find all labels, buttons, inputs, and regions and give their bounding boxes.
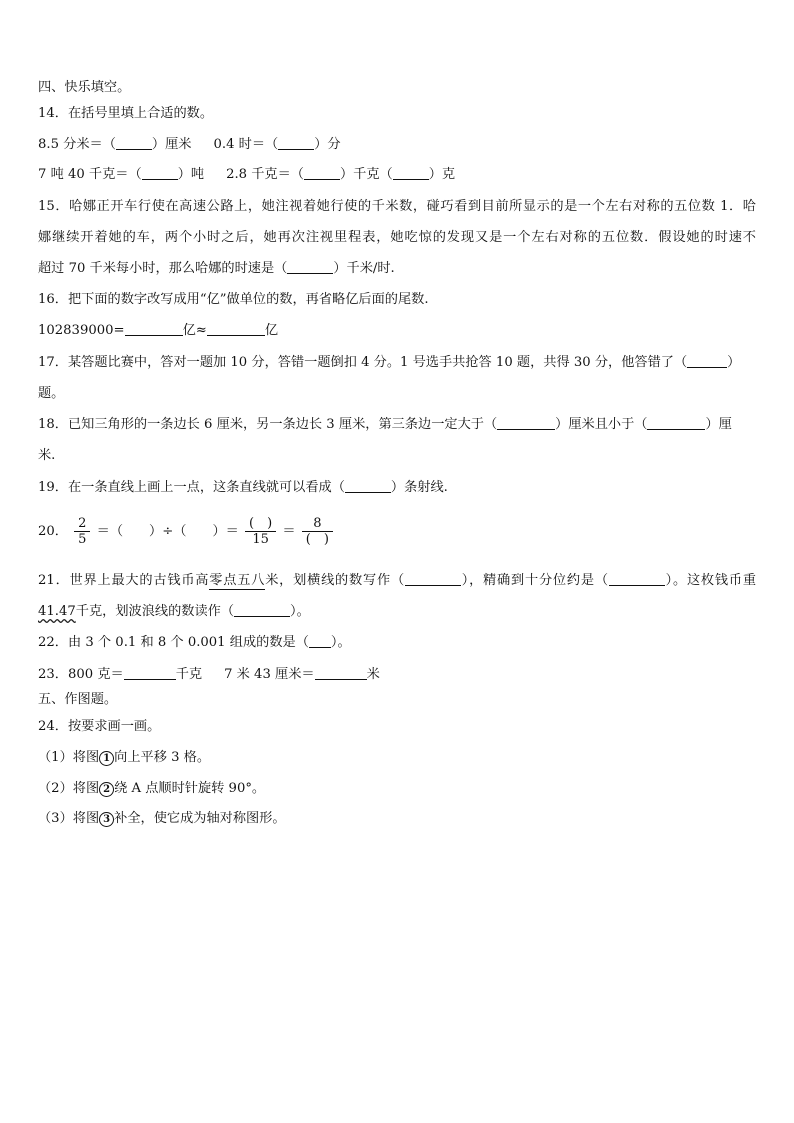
fraction-8-blank[interactable]: $\frac{8}{( )}$ [302,516,333,547]
answer-blank[interactable] [304,166,340,180]
q19: 19．在一条直线上画上一点，这条直线就可以看成（ ）条射线. [38,480,448,495]
q17-line-1: 17．某答题比赛中，答对一题加 10 分，答错一题倒扣 4 分。1 号选手共抢答 10 题，共得 30 分，他答错了（ ） [38,355,741,370]
circled-number-2-icon: 2 [99,782,114,797]
answer-blank[interactable] [609,572,665,586]
answer-blank[interactable] [124,666,176,680]
q17-line-2: 题。 [38,386,65,401]
q14-stem: 14．在括号里填上合适的数。 [38,106,214,121]
wavy-underlined-number: 41.47 [38,604,76,619]
q14-line-2: 7 吨 40 千克＝（ ）吨 2.8 千克＝（ ）千克（ ）克 [38,167,456,182]
underlined-number: 零点五八 [209,573,266,588]
q24-sub-3: （3）将图 3 补全，使它成为轴对称图形。 [38,811,286,826]
circled-number-3-icon: 3 [99,812,114,827]
answer-blank[interactable] [234,603,290,617]
q14-line-1: 8.5 分米＝（ ）厘米 0.4 时＝（ ）分 [38,137,341,152]
answer-blank[interactable] [278,136,314,150]
answer-blank[interactable] [393,166,429,180]
fraction-2-5: $\frac{2}{5}$ [74,516,90,547]
answer-blank[interactable] [287,260,333,274]
answer-blank[interactable] [309,634,331,648]
q24-stem: 24．按要求画一画。 [38,719,161,734]
q24-sub-1: （1）将图 1 向上平移 3 格。 [38,750,211,765]
answer-blank[interactable] [687,354,727,368]
q16-answer: 102839000= 亿≈ 亿 [38,323,278,338]
answer-blank[interactable] [142,166,178,180]
q22: 22．由 3 个 0.1 和 8 个 0.001 组成的数是（ ）。 [38,635,351,650]
answer-blank[interactable] [315,666,367,680]
q24-sub-2: （2）将图 2 绕 A 点顺时针旋转 90°。 [38,781,266,796]
answer-blank[interactable] [207,322,265,336]
answer-blank[interactable] [116,136,152,150]
fraction-blank-15[interactable]: $\frac{( )}{15}$ [245,516,276,547]
q21-line-1: 21．世界上最大的古钱币高零点五八米，划横线的数写作（ ），精确到十分位约是（ ）。这枚钱币重 [38,573,757,588]
answer-blank[interactable] [345,479,391,493]
q15-line-2: 娜继续开着她的车，两个小时之后，她再次注视里程表，她吃惊的发现又是一个左右对称的五位数．假设她的时速不 [38,230,756,245]
q18-line-2: 米. [38,448,56,463]
q15-line-3: 超过 70 千米每小时，那么哈娜的时速是（ ）千米/时. [38,261,395,276]
answer-blank[interactable] [125,322,183,336]
answer-blank[interactable] [647,416,705,430]
q16-stem: 16．把下面的数字改写成用“亿”做单位的数，再省略亿后面的尾数. [38,292,429,307]
circled-number-1-icon: 1 [99,751,114,766]
q20: 20． $\frac{2}{5}$ ＝（ ）÷（ ）＝ $\frac{( )}{15}$ ＝ $\frac{8}{( )}$ [38,512,756,552]
section-5-title: 五、作图题。 [38,692,118,707]
q15-line-1: 15．哈娜正开车行使在高速公路上，她注视着她行使的千米数，碰巧看到目前所显示的是一个左右对称的五位数 1．哈 [38,199,756,214]
q23: 23．800 克＝ 千克 7 米 43 厘米＝ 米 [38,667,380,682]
answer-blank[interactable] [405,572,461,586]
section-4-title: 四、快乐填空。 [38,80,131,95]
q21-line-2: 41.47千克，划波浪线的数读作（ ）。 [38,604,310,619]
answer-blank[interactable] [497,416,555,430]
q18-line-1: 18．已知三角形的一条边长 6 厘米，另一条边长 3 厘米，第三条边一定大于（ ）厘米且小于（ ）厘 [38,417,732,432]
